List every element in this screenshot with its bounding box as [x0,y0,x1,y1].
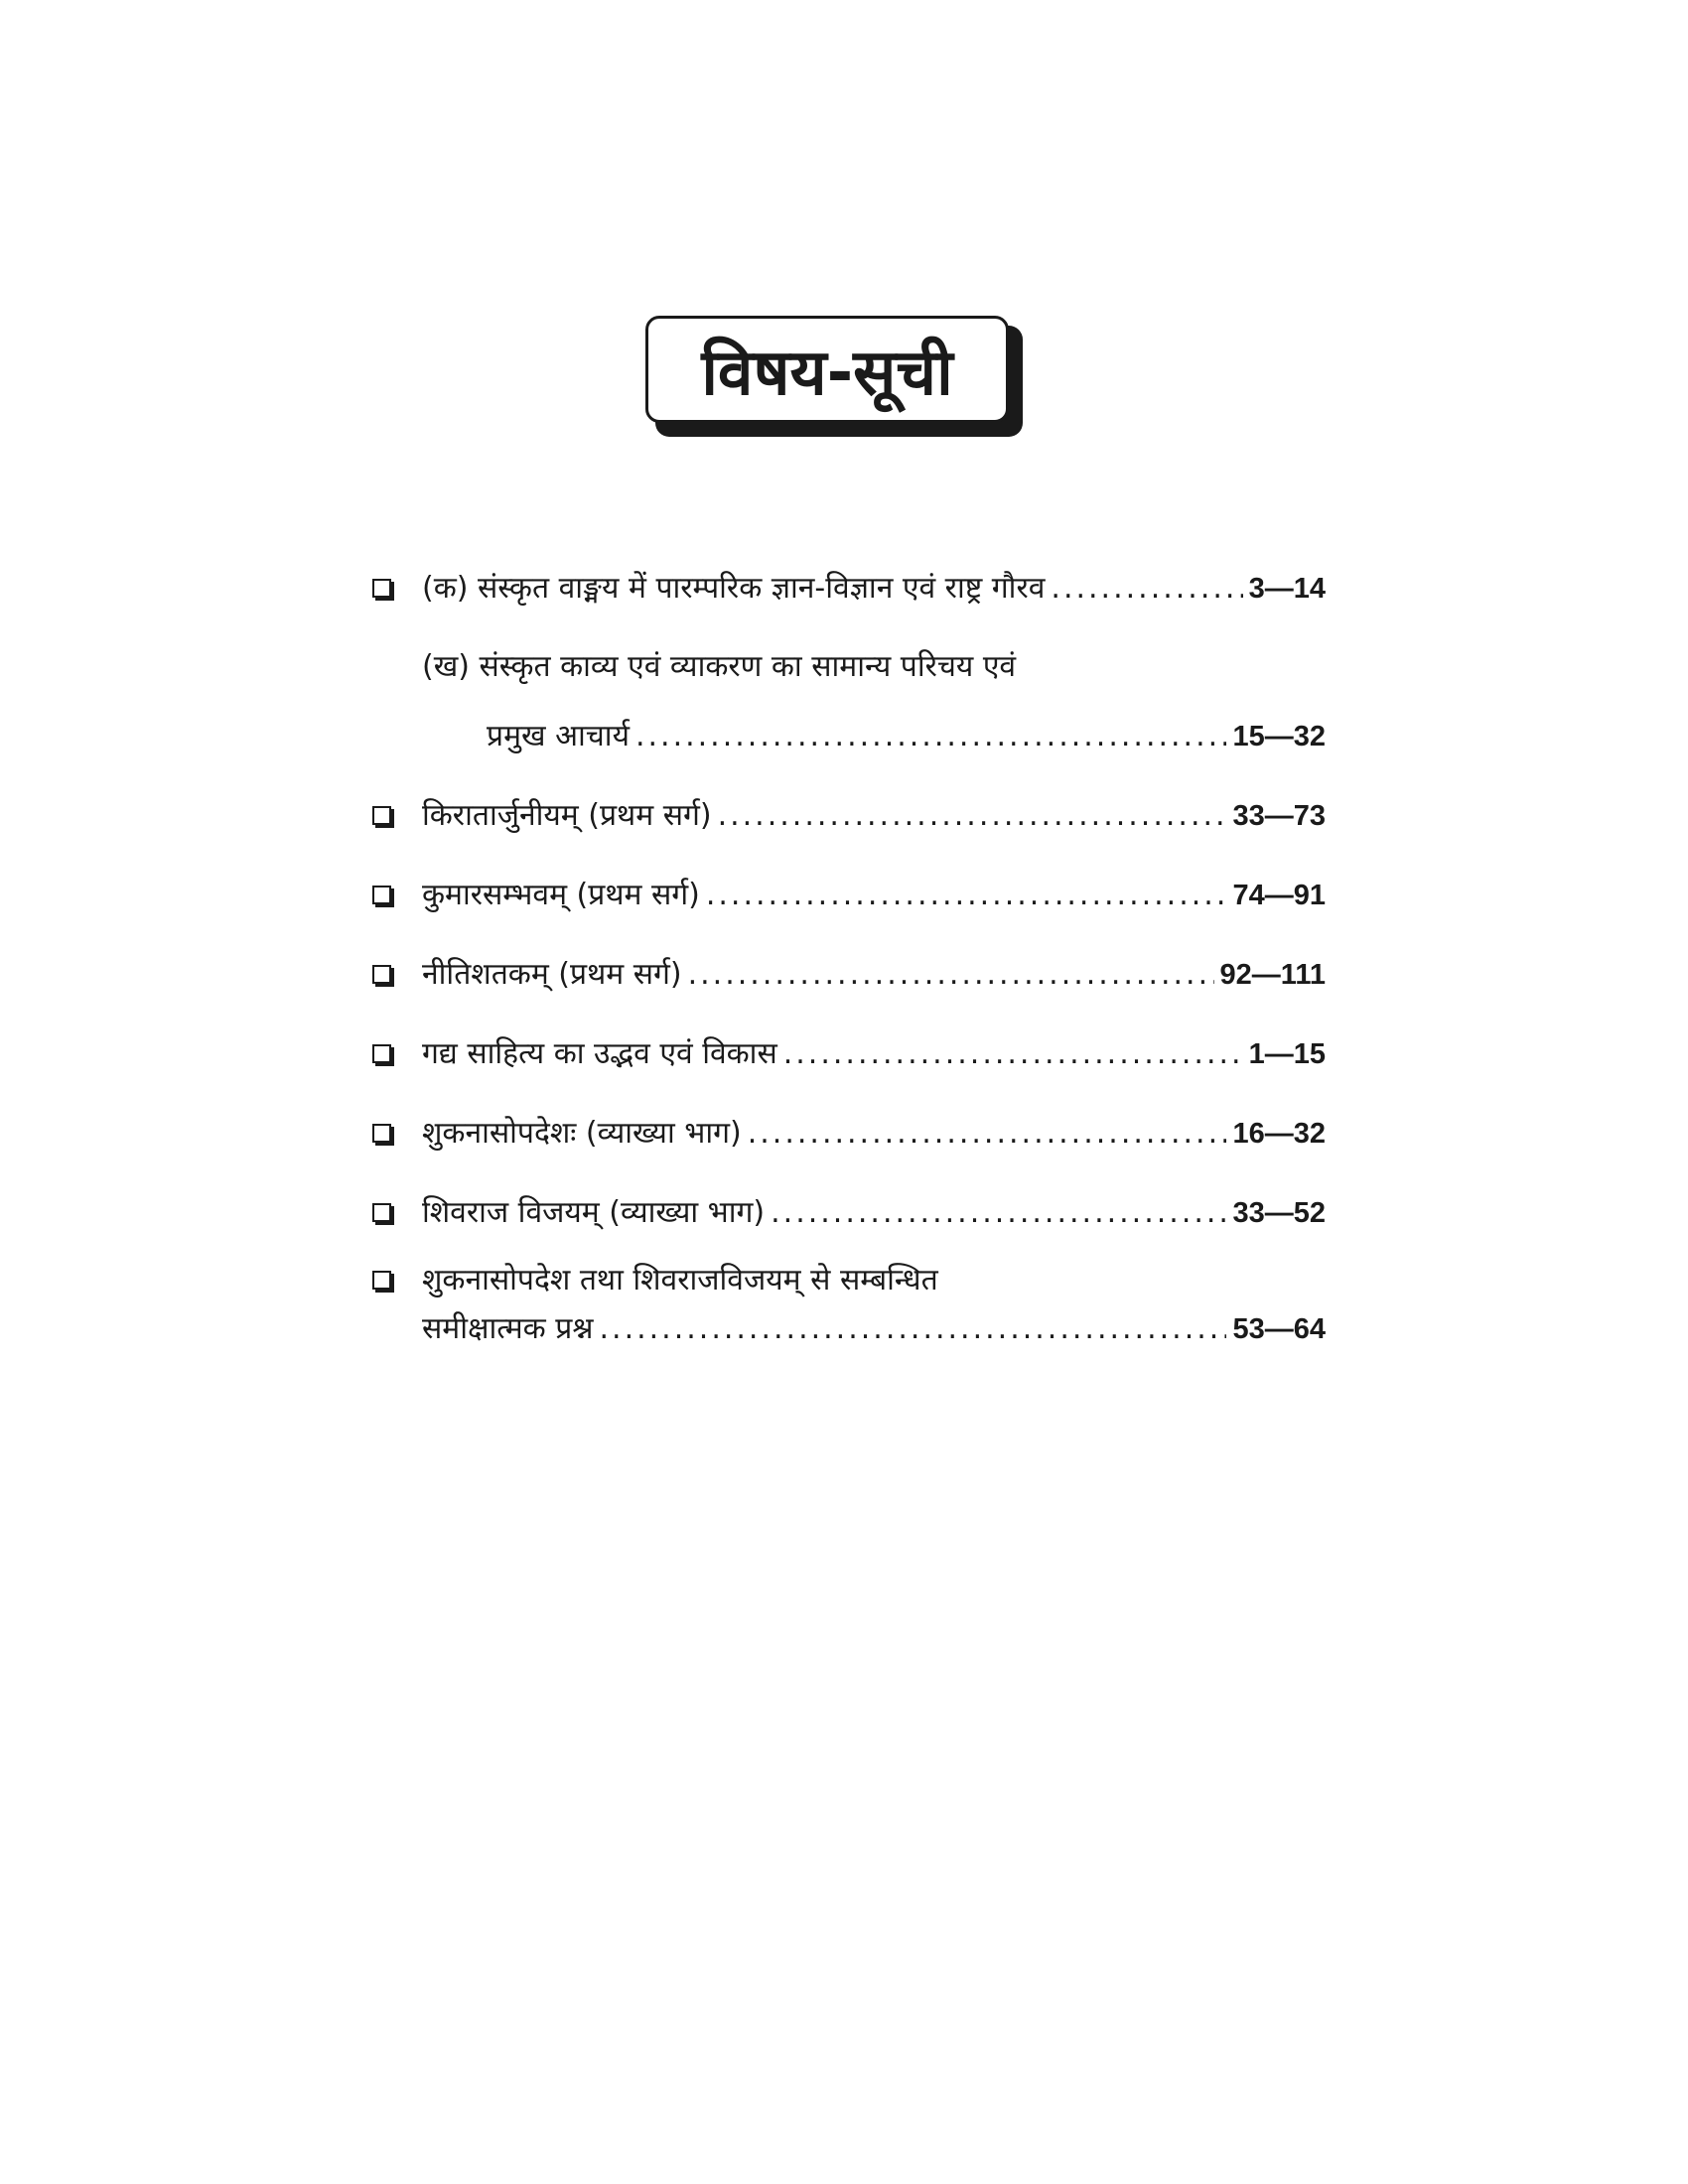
checkbox-bullet-icon [372,1271,391,1290]
toc-entry-3 [372,791,1326,841]
toc-entry-label: नीतिशतकम् (प्रथम सर्ग) [422,957,682,992]
dot-leader [1051,564,1242,614]
toc-entry-label: गद्य साहित्य का उद्भव एवं विकास [422,1036,777,1071]
checkbox-bullet-icon [372,965,391,984]
checkbox-bullet-icon [372,806,391,825]
toc-entry-7 [372,1109,1326,1159]
toc-entry-pages: 74—91 [1232,880,1326,911]
toc-entry-label: (क) संस्कृत वाङ्मय में पारम्परिक ज्ञान-विज्ञान एवं राष्ट्र गौरव [422,571,1046,606]
toc-entry-label: कुमारसम्भवम् (प्रथम सर्ग) [422,878,700,912]
toc-entry-label: शिवराज विजयम् (व्याख्या भाग) [422,1195,766,1230]
dot-leader [635,712,1227,761]
dot-leader [748,1109,1227,1159]
dot-leader [718,791,1227,841]
toc-entry-label: किरातार्जुनीयम् (प्रथम सर्ग) [422,798,712,833]
page-title: विषय-सूची [645,316,1009,423]
toc-entry-9 [372,1256,1326,1305]
toc-entry-pages: 15—32 [1232,721,1326,752]
toc-entry-pages: 33—52 [1232,1197,1326,1229]
toc-entry-pages: 3—14 [1248,573,1326,605]
toc-entry-2 [372,642,1326,692]
title-frame [645,316,1023,437]
toc-entry-label: (ख) संस्कृत काव्य एवं व्याकरण का सामान्य परिचय एवं [422,649,1017,684]
toc-entry-pages: 53—64 [1232,1313,1326,1345]
toc-entry-pages: 16—32 [1232,1118,1326,1150]
toc-entry-8 [372,1188,1326,1238]
toc-entry-6 [372,1029,1326,1079]
toc-entry-5 [372,950,1326,1000]
toc-entry-label: प्रमुख आचार्य [487,719,630,753]
dot-leader [688,950,1214,1000]
toc-entry-2-continued [372,712,1326,761]
toc-entry-pages: 33—73 [1232,800,1326,832]
checkbox-bullet-icon [372,579,391,598]
toc-entry-pages: 92—111 [1219,959,1326,991]
dot-leader [783,1029,1243,1079]
toc-entry-pages: 1—15 [1248,1038,1326,1070]
toc-entry-1 [372,564,1326,614]
toc-entry-4 [372,871,1326,920]
checkbox-bullet-icon [372,1203,391,1222]
checkbox-bullet-icon [372,1044,391,1063]
dot-leader [771,1188,1226,1238]
toc-entry-label: समीक्षात्मक प्रश्न [422,1311,594,1346]
dot-leader [600,1304,1227,1354]
checkbox-bullet-icon [372,1124,391,1143]
toc-entry-label: शुकनासोपदेशः (व्याख्या भाग) [422,1116,742,1151]
dot-leader [706,871,1227,920]
toc-entry-label: शुकनासोपदेश तथा शिवराजविजयम् से सम्बन्धित [422,1263,938,1297]
toc-entry-9-continued [372,1304,1326,1354]
checkbox-bullet-icon [372,886,391,904]
